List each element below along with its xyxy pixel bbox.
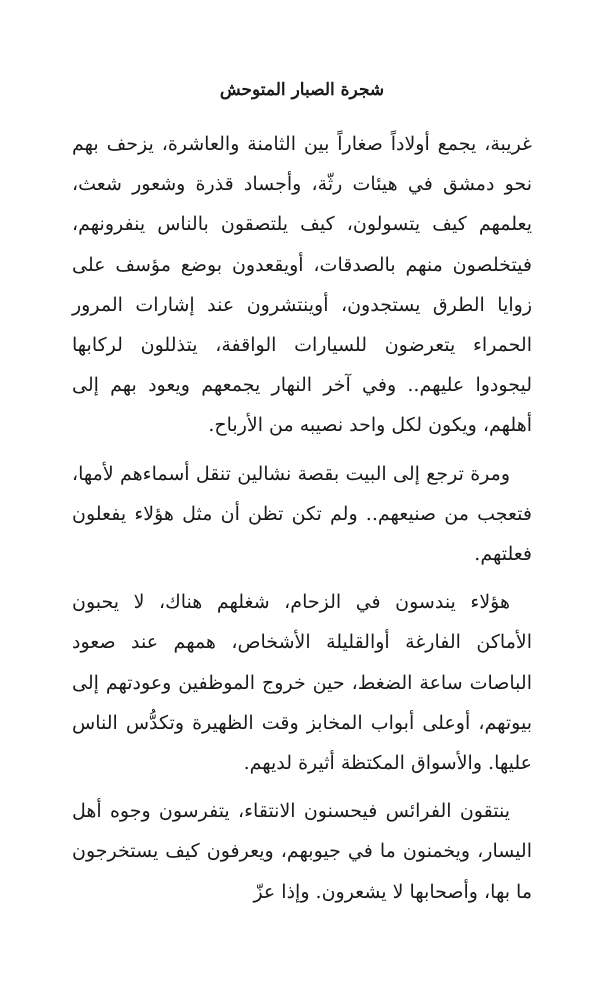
paragraph-3: هؤلاء يندسون في الزحام، شغلهم هناك، لا يحبون الأماكن الفارغة أوالقليلة الأشخاص، همهم عند صعود الباصات ساعة الضغط، حين خروج الموظفين وعودتهم إلى بيوتهم، أوعلى أبواب المخابز وقت الظهيرة وتكدُّس الناس عليها. والأسواق المكتظة أثيرة لديهم. <box>72 591 532 775</box>
paragraph-4: ينتقون الفرائس فيحسنون الانتقاء، يتفرسون وجوه أهل اليسار، ويخمنون ما في جيوبهم، ويعرفون كيف يستخرجون ما بها، وأصحابها لا يشعرون. وإذا عزّ <box>72 800 532 903</box>
book-page <box>72 78 532 920</box>
paragraph-1: غريبة، يجمع أولاداً صغاراً بين الثامنة والعاشرة، يزحف بهم نحو دمشق في هيئات رثّة، وأجساد قذرة وشعور شعث، يعلمهم كيف يتسولون، كيف يلتصقون بالناس ينفرونهم، فيتخلصون منهم بالصدقات، أويقعدون بوضع مؤسف على زوايا الطرق يستجدون، أوينتشرون عند إشارات المرور الحمراء يتعرضون للسيارات الواقفة، يتذللون لركابها ليجودوا عليهم.. وفي آخر النهار يجمعهم ويعود بهم إلى أهلهم، ويكون لكل واحد نصيبه من الأرباح. <box>72 133 532 437</box>
paragraph-2: ومرة ترجع إلى البيت بقصة نشالين تنقل أسماءهم لأمها، فتعجب من صنيعهم.. ولم تكن تظن أن مثل هؤلاء يفعلون فعلتهم. <box>72 462 532 566</box>
chapter-title: شجرة الصبار المتوحش <box>219 80 385 100</box>
